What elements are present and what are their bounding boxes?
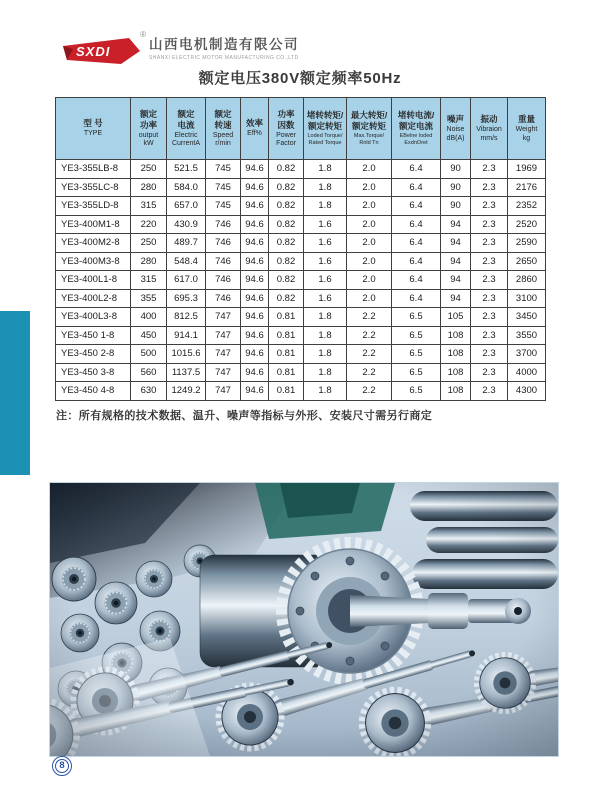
cell: 746	[206, 271, 241, 290]
cell: 0.81	[269, 382, 304, 401]
cell-type: YE3-450 3-8	[56, 363, 131, 382]
cell: 0.81	[269, 363, 304, 382]
brand-text: SXDI	[76, 44, 111, 59]
table-row	[56, 363, 546, 382]
cell: 1015.6	[167, 345, 206, 364]
cell: 94.6	[241, 252, 269, 271]
cell: 1.6	[304, 234, 347, 253]
cell-type: YE3-450 4-8	[56, 382, 131, 401]
table-row	[56, 271, 546, 290]
table-row	[56, 326, 546, 345]
cell: 1.8	[304, 160, 347, 179]
cell: 2.3	[471, 345, 508, 364]
cell: 2.3	[471, 271, 508, 290]
cell: 6.4	[392, 160, 441, 179]
cell: 746	[206, 234, 241, 253]
column-header-7: 最大转矩/ 额定转矩 Max.Torque/ Rnld Tn	[347, 98, 392, 160]
sxdi-flag-icon	[62, 36, 142, 66]
cell: 1.8	[304, 178, 347, 197]
cell: 2.0	[347, 271, 392, 290]
cell: 94.6	[241, 160, 269, 179]
cell: 94	[441, 289, 471, 308]
cell: 94.6	[241, 215, 269, 234]
cell: 745	[206, 178, 241, 197]
cell: 94	[441, 215, 471, 234]
cell: 2.3	[471, 308, 508, 327]
table-header-row	[56, 98, 546, 160]
cell: 489.7	[167, 234, 206, 253]
page-title: 额定电压380V额定频率50Hz	[198, 70, 402, 87]
cell: 1.6	[304, 289, 347, 308]
cell: 1969	[508, 160, 546, 179]
cell: 2520	[508, 215, 546, 234]
cell: 914.1	[167, 326, 206, 345]
column-header-11: 重量 Weight kg	[508, 98, 546, 160]
footnote: 注：所有规格的技术数据、温升、噪声等指标与外形、安装尺寸需另行商定	[56, 410, 433, 422]
cell: 2.0	[347, 234, 392, 253]
cell: 0.82	[269, 197, 304, 216]
column-header-6: 堵转转矩/ 额定转矩 Loded Torque/ Rated Torque	[304, 98, 347, 160]
cell: 2650	[508, 252, 546, 271]
cell: 3100	[508, 289, 546, 308]
cell: 450	[131, 326, 167, 345]
cell: 3450	[508, 308, 546, 327]
cell: 500	[131, 345, 167, 364]
cell: 6.4	[392, 252, 441, 271]
rotor-photo-illustration	[50, 483, 558, 756]
cell: 1.6	[304, 215, 347, 234]
cell: 746	[206, 215, 241, 234]
cell: 1.6	[304, 252, 347, 271]
brand-logo	[62, 30, 299, 66]
cell: 6.5	[392, 382, 441, 401]
table-row	[56, 215, 546, 234]
cell: 6.4	[392, 289, 441, 308]
cell: 2.0	[347, 215, 392, 234]
cell: 2.2	[347, 345, 392, 364]
cell: 812.5	[167, 308, 206, 327]
cell-type: YE3-355LD-8	[56, 197, 131, 216]
company-name-cn: 山西电机制造有限公司	[149, 37, 299, 52]
cell: 6.4	[392, 178, 441, 197]
cell: 0.82	[269, 215, 304, 234]
cell-type: YE3-400M1-8	[56, 215, 131, 234]
cell: 746	[206, 289, 241, 308]
cell: 108	[441, 345, 471, 364]
cell: 6.4	[392, 197, 441, 216]
cell: 1137.5	[167, 363, 206, 382]
cell: 2.3	[471, 289, 508, 308]
cell-type: YE3-400M3-8	[56, 252, 131, 271]
cell: 2860	[508, 271, 546, 290]
accent-bar	[0, 311, 30, 475]
cell: 94	[441, 271, 471, 290]
column-header-1: 额定 功率 output kW	[131, 98, 167, 160]
product-photo	[50, 483, 558, 756]
cell: 280	[131, 252, 167, 271]
column-header-10: 振动 Vibraion mm/s	[471, 98, 508, 160]
cell: 747	[206, 326, 241, 345]
cell: 6.5	[392, 363, 441, 382]
cell-type: YE3-400L2-8	[56, 289, 131, 308]
column-header-4: 效率 Eff%	[241, 98, 269, 160]
column-header-8: 堵转电流/ 额定电流 EBelne loded ExdnOret	[392, 98, 441, 160]
cell: 94.6	[241, 308, 269, 327]
cell: 747	[206, 382, 241, 401]
cell: 2.3	[471, 178, 508, 197]
cell-type: YE3-400M2-8	[56, 234, 131, 253]
cell: 105	[441, 308, 471, 327]
cell: 2590	[508, 234, 546, 253]
cell: 94.6	[241, 234, 269, 253]
cell-type: YE3-400L1-8	[56, 271, 131, 290]
cell: 1.8	[304, 308, 347, 327]
cell: 657.0	[167, 197, 206, 216]
cell: 1.8	[304, 382, 347, 401]
cell: 94.6	[241, 345, 269, 364]
cell: 430.9	[167, 215, 206, 234]
cell: 94	[441, 252, 471, 271]
cell: 1249.2	[167, 382, 206, 401]
cell-type: YE3-450 2-8	[56, 345, 131, 364]
cell: 2.3	[471, 215, 508, 234]
cell: 250	[131, 160, 167, 179]
cell: 2.3	[471, 382, 508, 401]
cell: 0.81	[269, 326, 304, 345]
cell: 2.0	[347, 289, 392, 308]
page-number: 8	[55, 759, 69, 773]
cell: 94.6	[241, 363, 269, 382]
cell: 94.6	[241, 382, 269, 401]
cell: 94.6	[241, 271, 269, 290]
cell-type: YE3-355LC-8	[56, 178, 131, 197]
cell: 90	[441, 178, 471, 197]
cell: 747	[206, 363, 241, 382]
cell: 6.4	[392, 271, 441, 290]
table-row	[56, 197, 546, 216]
table-row	[56, 382, 546, 401]
cell: 2.0	[347, 160, 392, 179]
cell: 6.5	[392, 326, 441, 345]
cell: 355	[131, 289, 167, 308]
cell-type: YE3-400L3-8	[56, 308, 131, 327]
brand-flag	[62, 30, 146, 66]
page-number-badge	[52, 756, 72, 776]
cell: 108	[441, 363, 471, 382]
cell: 2.3	[471, 234, 508, 253]
cell: 280	[131, 178, 167, 197]
cell-type: YE3-450 1-8	[56, 326, 131, 345]
cell: 548.4	[167, 252, 206, 271]
cell: 3700	[508, 345, 546, 364]
company-name-block	[149, 38, 299, 61]
cell: 2.2	[347, 363, 392, 382]
cell: 1.6	[304, 271, 347, 290]
cell: 745	[206, 160, 241, 179]
cell: 94.6	[241, 178, 269, 197]
registered-mark: ®	[140, 30, 146, 39]
cell: 2.2	[347, 382, 392, 401]
cell: 560	[131, 363, 167, 382]
cell: 0.82	[269, 252, 304, 271]
cell: 2.3	[471, 160, 508, 179]
cell: 6.5	[392, 345, 441, 364]
cell: 220	[131, 215, 167, 234]
cell: 747	[206, 308, 241, 327]
cell: 0.81	[269, 308, 304, 327]
table-row	[56, 160, 546, 179]
table-row	[56, 178, 546, 197]
cell: 6.4	[392, 234, 441, 253]
cell: 315	[131, 197, 167, 216]
column-header-9: 噪声 Noise dB(A)	[441, 98, 471, 160]
cell: 90	[441, 160, 471, 179]
cell: 2.3	[471, 363, 508, 382]
cell: 1.8	[304, 326, 347, 345]
column-header-0: 型 号 TYPE	[56, 98, 131, 160]
cell: 2.2	[347, 308, 392, 327]
company-name-en: SHANXI ELECTRIC MOTOR MANUFACTURING CO.,LTD	[149, 54, 299, 61]
cell: 0.82	[269, 271, 304, 290]
cell: 2176	[508, 178, 546, 197]
cell: 108	[441, 326, 471, 345]
cell: 250	[131, 234, 167, 253]
cell: 90	[441, 197, 471, 216]
cell: 0.82	[269, 178, 304, 197]
cell: 6.5	[392, 308, 441, 327]
cell: 695.3	[167, 289, 206, 308]
cell: 1.8	[304, 363, 347, 382]
cell: 4000	[508, 363, 546, 382]
cell: 94	[441, 234, 471, 253]
table-row	[56, 345, 546, 364]
cell: 746	[206, 252, 241, 271]
table-row	[56, 308, 546, 327]
column-header-3: 额定 转速 Speed r/min	[206, 98, 241, 160]
cell: 94.6	[241, 289, 269, 308]
column-header-2: 额定 电流 Electric CurrentA	[167, 98, 206, 160]
cell: 2.2	[347, 326, 392, 345]
cell: 630	[131, 382, 167, 401]
cell: 2.0	[347, 197, 392, 216]
table-row	[56, 234, 546, 253]
cell: 2.3	[471, 252, 508, 271]
cell: 315	[131, 271, 167, 290]
cell-type: YE3-355LB-8	[56, 160, 131, 179]
cell: 584.0	[167, 178, 206, 197]
cell: 0.82	[269, 160, 304, 179]
cell: 0.81	[269, 345, 304, 364]
cell: 617.0	[167, 271, 206, 290]
table-row	[56, 252, 546, 271]
cell: 94.6	[241, 197, 269, 216]
cell: 3550	[508, 326, 546, 345]
cell: 2.3	[471, 326, 508, 345]
cell: 0.82	[269, 234, 304, 253]
cell: 747	[206, 345, 241, 364]
column-header-5: 功率 因数 Power Factor	[269, 98, 304, 160]
cell: 2.0	[347, 252, 392, 271]
cell: 0.82	[269, 289, 304, 308]
cell: 521.5	[167, 160, 206, 179]
cell: 1.8	[304, 197, 347, 216]
cell: 108	[441, 382, 471, 401]
cell: 6.4	[392, 215, 441, 234]
cell: 2.0	[347, 178, 392, 197]
cell: 94.6	[241, 326, 269, 345]
spec-table	[55, 97, 546, 401]
cell: 2352	[508, 197, 546, 216]
cell: 400	[131, 308, 167, 327]
cell: 2.3	[471, 197, 508, 216]
cell: 4300	[508, 382, 546, 401]
table-row	[56, 289, 546, 308]
cell: 1.8	[304, 345, 347, 364]
cell: 745	[206, 197, 241, 216]
